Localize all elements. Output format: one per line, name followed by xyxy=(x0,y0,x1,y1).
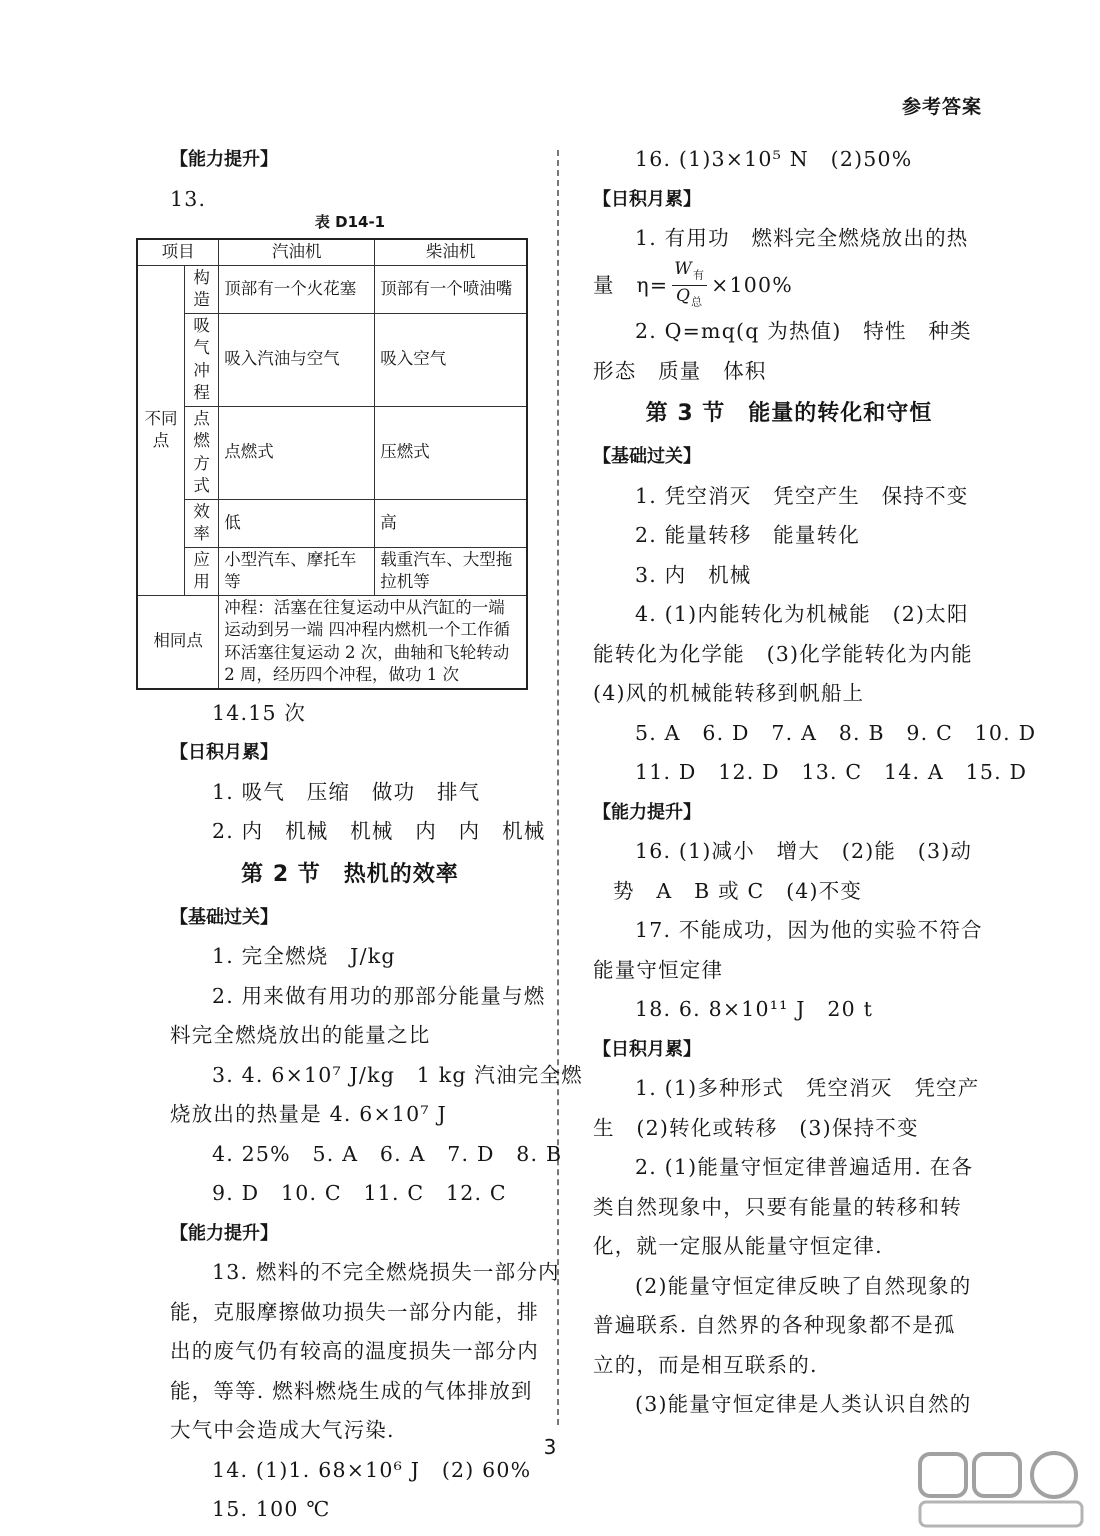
answer-line: 9. D 10. C 11. C 12. C xyxy=(212,1181,507,1205)
page-number: 3 xyxy=(543,1435,557,1459)
table-row xyxy=(137,239,527,265)
answer-line: 2. (1)能量守恒定律普遍适用. 在各 xyxy=(635,1155,974,1180)
answer-line: 形态 质量 体积 xyxy=(593,358,767,383)
answer-line: (2)能量守恒定律反映了自然现象的 xyxy=(635,1273,972,1298)
table-cell: 构造 xyxy=(185,265,219,313)
table-cell: 顶部有一个火花塞 xyxy=(219,265,375,313)
table-same-text: 冲程：活塞在往复运动中从汽缸的一端运动到另一端 四冲程内燃机一个工作循环活塞往复运动 2 次，曲轴和飞轮转动 2 周，经历四个冲程，做功 1 次 xyxy=(219,595,527,689)
answer-line: 能，等等. 燃料燃烧生成的气体排放到 xyxy=(170,1378,533,1403)
table-row xyxy=(137,265,527,313)
section-heading: 【日积月累】 xyxy=(593,1038,701,1060)
table-cell: 效率 xyxy=(185,499,219,547)
table-row xyxy=(137,406,527,499)
answer-line: 5. A 6. D 7. A 8. B 9. C 10. D xyxy=(635,720,1037,745)
page-header-title: 参考答案 xyxy=(901,96,982,118)
answer-line: 普遍联系. 自然界的各种现象都不是孤 xyxy=(593,1313,956,1338)
table-cell: 吸入汽油与空气 xyxy=(219,313,375,406)
table-row xyxy=(137,595,527,689)
fraction-denominator xyxy=(676,286,703,312)
fraction-numerator xyxy=(672,259,707,286)
table-cell: 点燃式 xyxy=(219,406,375,499)
section-heading: 【基础过关】 xyxy=(593,446,701,468)
answer-line: 16. (1)减小 增大 (2)能 (3)动 xyxy=(635,839,973,864)
answer-line: 化，就一定服从能量守恒定律. xyxy=(593,1234,883,1259)
table-same-label: 相同点 xyxy=(137,595,219,689)
right-column xyxy=(593,140,1037,1425)
answer-line: 烧放出的热量是 4. 6×10⁷ J xyxy=(170,1102,447,1126)
table-row xyxy=(137,547,527,595)
table-row xyxy=(137,499,527,547)
table-header-item: 项目 xyxy=(137,239,219,265)
table-diff-label: 不同点 xyxy=(137,265,185,595)
table-cell: 小型汽车、摩托车等 xyxy=(219,547,375,595)
formula-suffix: ×100% xyxy=(711,273,793,298)
answer-line: 势 A B 或 C (4)不变 xyxy=(613,878,863,903)
answer-line: 2. 用来做有用功的那部分能量与燃 xyxy=(212,983,546,1008)
formula-fraction xyxy=(672,259,707,313)
answer-line: 18. 6. 8×10¹¹ J 20 t xyxy=(635,997,874,1022)
section-heading: 【基础过关】 xyxy=(170,906,278,928)
question-number: 13. xyxy=(170,186,207,211)
answer-line: 料完全燃烧放出的能量之比 xyxy=(170,1023,431,1047)
answer-line: (3)能量守恒定律是人类认识自然的 xyxy=(635,1392,972,1417)
answer-line: 4. (1)内能转化为机械能 (2)太阳 xyxy=(635,602,969,627)
answer-line: 1. 完全燃烧 J/kg xyxy=(212,944,396,968)
table-header-diesel: 柴油机 xyxy=(375,239,527,265)
section-heading: 【日积月累】 xyxy=(170,742,278,763)
numerator-symbol: W xyxy=(674,258,693,279)
formula-prefix: 量 η= xyxy=(593,273,669,298)
left-column xyxy=(144,140,583,1530)
table-cell: 压燃式 xyxy=(375,406,527,499)
chapter-heading: 第 2 节 热机的效率 xyxy=(241,861,459,887)
answer-line: 1. 吸气 压缩 做功 排气 xyxy=(212,779,481,804)
answer-line: 4. 25% 5. A 6. A 7. D 8. B xyxy=(212,1141,563,1166)
numerator-subscript: 有 xyxy=(692,267,706,281)
answer-line: 1. 有用功 燃料完全燃烧放出的热 xyxy=(635,226,969,250)
section-heading: 【能力提升】 xyxy=(170,1222,278,1244)
section-heading: 【能力提升】 xyxy=(593,801,701,823)
answer-line: 3. 4. 6×10⁷ J/kg 1 kg 汽油完全燃 xyxy=(212,1062,583,1087)
answer-line: 13. 燃料的不完全燃烧损失一部分内 xyxy=(212,1260,560,1284)
table-cell: 载重汽车、大型拖拉机等 xyxy=(375,547,527,595)
section-heading: 【日积月累】 xyxy=(593,188,701,210)
table-cell: 吸入空气 xyxy=(375,313,527,406)
answer-line: 1. 凭空消灭 凭空产生 保持不变 xyxy=(635,483,969,508)
answer-line: 能，克服摩擦做功损失一部分内能，排 xyxy=(170,1299,539,1324)
answer-line: 17. 不能成功，因为他的实验不符合 xyxy=(635,918,983,943)
answer-line: 15. 100 ℃ xyxy=(212,1497,331,1521)
table-header-gasoline: 汽油机 xyxy=(219,239,375,265)
table-cell: 低 xyxy=(219,499,375,547)
table-row xyxy=(137,313,527,406)
answer-line: 14. (1)1. 68×10⁶ J (2) 60% xyxy=(212,1457,532,1482)
table-cell: 顶部有一个喷油嘴 xyxy=(375,265,527,313)
table-cell: 点燃方式 xyxy=(185,406,219,499)
answer-line: 能量守恒定律 xyxy=(593,957,724,982)
answer-line: 11. D 12. D 13. C 14. A 15. D xyxy=(635,760,1028,785)
answer-line: 立的，而是相互联系的. xyxy=(593,1352,818,1377)
denominator-symbol: Q xyxy=(676,285,692,306)
answer-line: 3. 内 机械 xyxy=(635,562,752,587)
answer-line: 生 (2)转化或转移 (3)保持不变 xyxy=(593,1115,919,1140)
denominator-subscript: 总 xyxy=(691,295,704,309)
table-cell: 应用 xyxy=(185,547,219,595)
answer-line: 14.15 次 xyxy=(212,700,307,725)
chapter-heading: 第 3 节 能量的转化和守恒 xyxy=(645,401,933,427)
column-divider xyxy=(557,150,559,1425)
answer-line: 类自然现象中，只要有能量的转移和转 xyxy=(593,1194,962,1219)
table-cell: 吸气冲程 xyxy=(185,313,219,406)
answer-line: 2. 内 机械 机械 内 内 机械 xyxy=(212,819,546,843)
comparison-table xyxy=(136,238,528,690)
answer-line: 2. Q=mq(q 为热值) 特性 种类 xyxy=(635,319,972,344)
section-heading: 【能力提升】 xyxy=(170,149,278,170)
answer-line: 16. (1)3×10⁵ N (2)50% xyxy=(635,147,913,171)
answer-line: 2. 能量转移 能量转化 xyxy=(635,523,860,548)
table-cell: 高 xyxy=(375,499,527,547)
watermark-logo-icon xyxy=(916,1450,1086,1530)
answer-line: 能转化为化学能 (3)化学能转化为内能 xyxy=(593,641,973,666)
answer-line: 1. (1)多种形式 凭空消灭 凭空产 xyxy=(635,1076,980,1101)
answer-line: 出的废气仍有较高的温度损失一部分内 xyxy=(170,1339,539,1363)
answer-line: 大气中会造成大气污染. xyxy=(170,1418,395,1442)
table-caption: 表 D14-1 xyxy=(314,213,386,231)
efficiency-formula xyxy=(593,259,985,313)
answer-line: (4)风的机械能转移到帆船上 xyxy=(593,681,865,706)
